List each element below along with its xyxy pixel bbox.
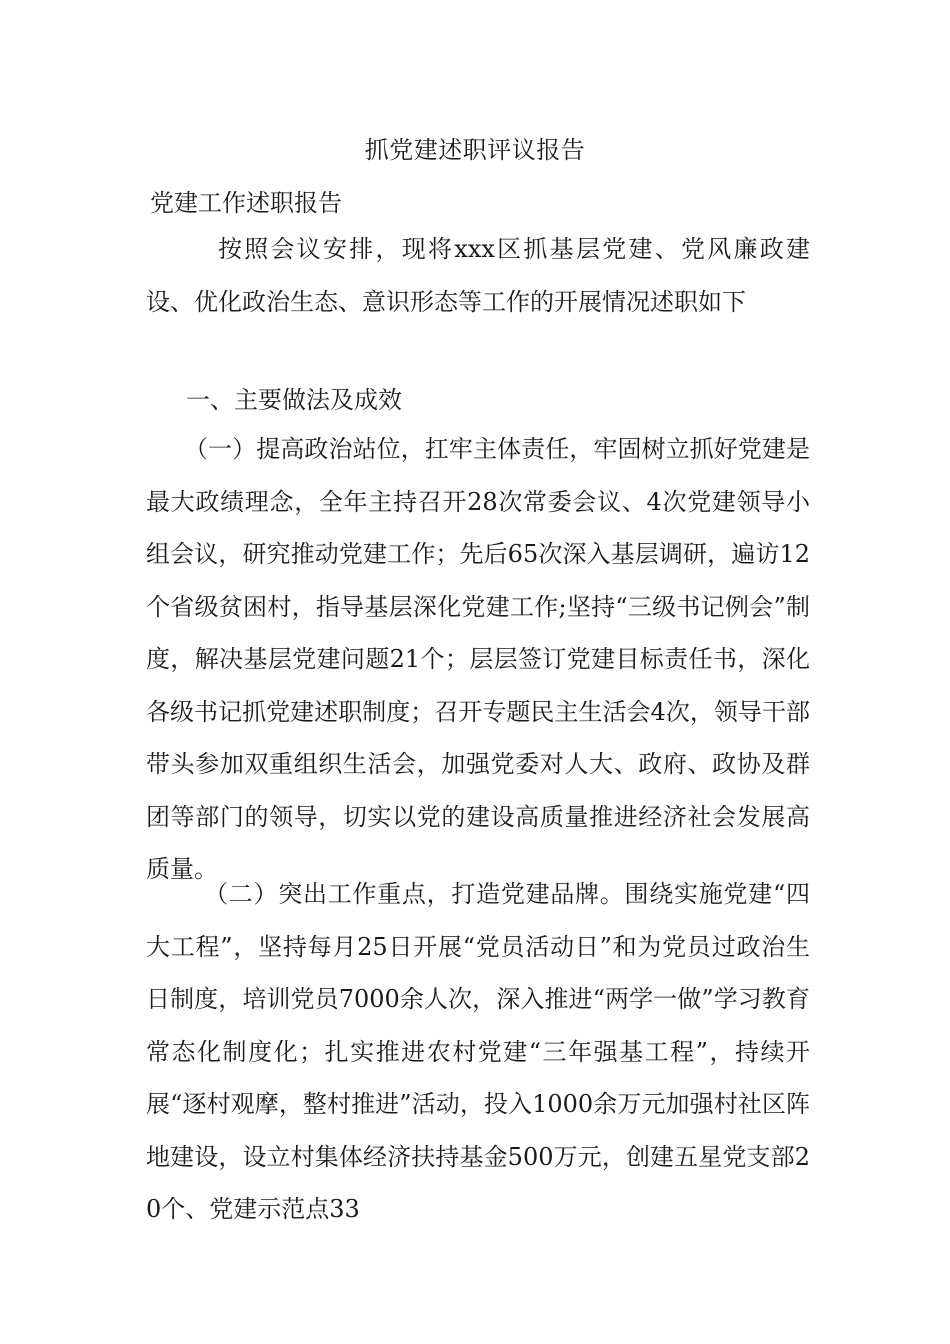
intro-paragraph: 按照会议安排，现将xxx区抓基层党建、党风廉政建设、优化政治生态、意识形态等工作的开展情况述职如下 [146,235,810,316]
document-subtitle: 党建工作述职报告 [150,189,342,217]
document-title: 抓党建述职评议报告 [364,136,586,164]
section-heading: 一、主要做法及成效 [186,386,402,414]
paragraph-one: （一）提高政治站位，扛牢主体责任，牢固树立抓好党建是最大政绩理念，全年主持召开28次常委会议、4次党建领导小组会议，研究推动党建工作；先后65次深入基层调研，遍访12个省级贫困村，指导基层深化党建工作;坚持“三级书记例会”制度，解决基层党建问题21个；层层签订党建目标责任书，深化各级书记抓党建述职制度；召开专题民主生活会4次，领导干部带头参加双重组织生活会，加强党委对人大、政府、政协及群团等部门的领导，切实以党的建设高质量推进经济社会发展高质量。 [146,435,810,883]
paragraph-two: （二）突出工作重点，打造党建品牌。围绕实施党建“四大工程”，坚持每月25日开展“党员活动日”和为党员过政治生日制度，培训党员7000余人次，深入推进“两学一做”学习教育常态化制度化；扎实推进农村党建“三年强基工程”，持续开展“逐村观摩，整村推进”活动，投入1000余万元加强村社区阵地建设，设立村集体经济扶持基金500万元，创建五星党支部20个、党建示范点33 [146,880,810,1223]
